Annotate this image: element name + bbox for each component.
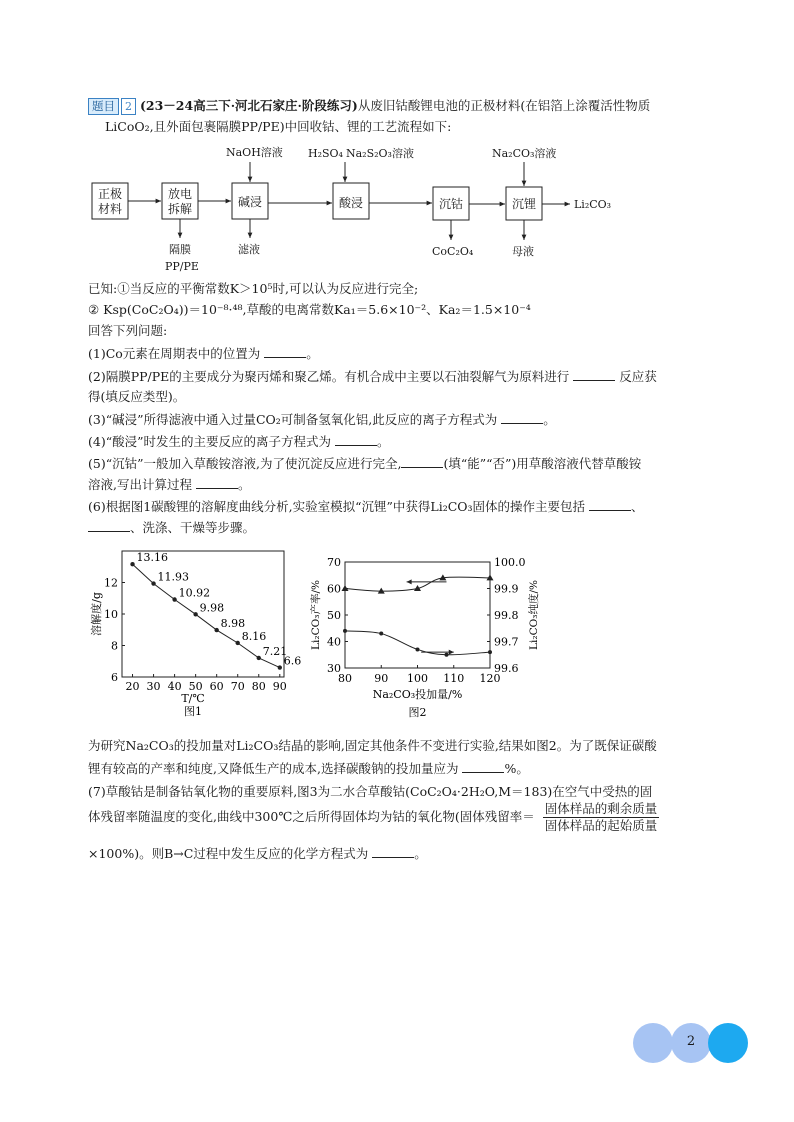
plot-frame: [345, 562, 490, 668]
known-2: ② Ksp(CoC₂O₄))＝10⁻⁸·⁴⁸,草酸的电离常数Ka₁＝5.6×10⁻²、Ka₂＝1.5×10⁻⁴: [88, 302, 531, 317]
q1-blank[interactable]: [264, 346, 306, 358]
y-left-tick-label: 70: [327, 556, 341, 569]
reagent-h2so4: H₂SO₄: [308, 147, 343, 160]
purity-point: [445, 653, 449, 657]
data-label: 8.16: [241, 629, 267, 643]
output-diaphragm: 隔膜: [169, 243, 191, 256]
data-label: 11.93: [157, 570, 190, 584]
data-label: 9.98: [199, 601, 225, 615]
q6-text: (6)根据图1碳酸锂的溶解度曲线分析,实验室模拟“沉锂”中获得Li₂CO₃固体的操作主要包括: [88, 499, 586, 514]
box-dismantle-label-1: 放电: [167, 187, 193, 201]
x-tick-label: 80: [251, 680, 266, 693]
data-point: [214, 628, 218, 632]
q6-blank-1[interactable]: [589, 499, 631, 511]
q3-text: (3)“碱浸”所得滤液中通入过量CO₂可制备氢氧化铝,此反应的离子方程式为: [88, 412, 498, 427]
q2-text: (2)隔膜PP/PE的主要成分为聚丙烯和聚乙烯。有机合成中主要以石油裂解气为原料进行: [88, 369, 570, 384]
data-label: 10.92: [178, 586, 211, 600]
y-right-tick-label: 99.8: [494, 609, 519, 622]
y-left-tick-label: 40: [327, 635, 341, 649]
data-label: 6.6: [283, 654, 302, 668]
question-7-end: [88, 845, 427, 863]
y-axis-label: 溶解度/g: [90, 592, 103, 636]
x-tick-label: 100: [407, 672, 428, 685]
q7-text-b: 体残留率随温度的变化,曲线中300℃之后所得固体均为钴的氧化物(固体残留率＝: [88, 809, 535, 824]
after2-text: 锂有较高的产率和纯度,又降低生产的成本,选择碳酸钠的投加量应为: [88, 761, 459, 776]
box-li-label: 沉锂: [511, 197, 537, 211]
y-tick-label: 8: [111, 639, 118, 653]
question-2-cont: 得(填反应类型)。: [88, 389, 186, 404]
x-tick-label: 20: [125, 680, 140, 693]
q2-text-b: 反应获: [619, 369, 657, 384]
x-axis-label: Na₂CO₃投加量/%: [372, 688, 463, 701]
box-raw-label-2: 材料: [97, 202, 123, 216]
purity-point: [416, 647, 420, 651]
data-point: [278, 665, 282, 669]
known-1: 已知:①当反应的平衡常数K＞10⁵时,可以认为反应进行完全;: [88, 281, 419, 296]
y-left-tick-label: 60: [327, 582, 341, 596]
q5-blank-2[interactable]: [196, 477, 238, 489]
question-4: [88, 433, 390, 451]
answer-prompt: 回答下列问题:: [88, 323, 168, 338]
data-point: [151, 581, 155, 585]
y-tick-label: 6: [111, 671, 118, 684]
x-axis-label: T/℃: [181, 692, 205, 705]
process-flowchart: [80, 140, 640, 275]
q7-text-c: ×100%)。则B→C过程中发生反应的化学方程式为: [88, 846, 369, 861]
purity-point: [488, 650, 492, 654]
data-point: [236, 641, 240, 645]
q3-blank[interactable]: [501, 412, 543, 424]
x-tick-label: 40: [167, 680, 182, 693]
box-co-label: 沉钴: [438, 197, 464, 211]
question-number: 2: [121, 98, 136, 115]
yield-arrowhead: [407, 579, 412, 584]
figure2-paragraph-1: 为研究Na₂CO₃的投加量对Li₂CO₃结晶的影响,固定其他条件不变进行实验,结果如图2。为了既保证碳酸: [88, 738, 657, 753]
x-tick-label: 90: [272, 680, 287, 693]
question-5: [88, 455, 641, 473]
reagent-na2co3: Na₂CO₃溶液: [492, 147, 557, 160]
question-intro-2: LiCoO₂,且外面包裹隔膜PP/PE)中回收钴、锂的工艺流程如下:: [105, 119, 452, 134]
q5-text-b: (填“能”“否”)用草酸溶液代替草酸铵: [443, 456, 642, 471]
x-tick-label: 120: [479, 672, 501, 685]
figure2-paragraph-2: [88, 760, 529, 778]
residue-rate-fraction: [543, 801, 660, 834]
x-tick-label: 110: [443, 672, 465, 685]
x-tick-label: 50: [188, 680, 203, 693]
data-point: [172, 597, 176, 601]
data-point: [193, 612, 197, 616]
q7-blank[interactable]: [372, 846, 414, 858]
figure-1-solubility-chart: [88, 545, 302, 725]
data-label: 8.98: [220, 617, 246, 631]
q6-text-c: 、洗涤、干燥等步骤。: [130, 520, 256, 535]
fraction-denominator: 固体样品的起始质量: [544, 818, 658, 833]
q5-blank-1[interactable]: [401, 456, 443, 468]
q5-text-c: 溶液,写出计算过程: [88, 477, 192, 492]
dosage-blank[interactable]: [462, 761, 504, 773]
figure-1-caption: 图1: [184, 705, 202, 718]
box-acid-label: 酸浸: [338, 196, 364, 210]
y-tick-label: 12: [104, 576, 118, 590]
q3-end: 。: [543, 412, 556, 427]
question-3: [88, 411, 556, 429]
x-tick-label: 30: [146, 680, 161, 693]
y-right-tick-label: 99.6: [494, 662, 519, 675]
y-right-axis-label: Li₂CO₃纯度/%: [528, 580, 540, 650]
data-point: [130, 562, 134, 566]
x-tick-label: 90: [374, 672, 389, 685]
question-6-cont: [88, 519, 255, 537]
q1-text: (1)Co元素在周期表中的位置为: [88, 346, 261, 361]
x-tick-label: 80: [338, 672, 352, 685]
question-6: [88, 498, 644, 516]
question-2: [88, 368, 657, 386]
q4-end: 。: [376, 434, 390, 449]
solubility-line: [133, 564, 280, 667]
question-intro-1: 从废旧钴酸锂电池的正极材料(在铝箔上涂覆活性物质: [357, 98, 651, 113]
fraction-numerator: 固体样品的剩余质量: [544, 801, 658, 816]
figure-2-dosage-chart: [305, 550, 545, 730]
box-dismantle-label-2: 拆解: [167, 202, 193, 216]
footer-circle-left: [633, 1023, 673, 1063]
question-header: [88, 97, 650, 115]
y-right-tick-label: 100.0: [494, 556, 526, 569]
y-right-tick-label: 99.9: [494, 582, 519, 596]
output-mother-liquor: 母液: [512, 245, 534, 258]
y-right-tick-label: 99.7: [494, 635, 519, 649]
q6-blank-2[interactable]: [88, 520, 130, 532]
purity-point: [379, 632, 383, 636]
page-number: 2: [686, 1034, 696, 1049]
after2-end: %。: [504, 761, 529, 776]
data-label: 7.21: [262, 644, 288, 658]
q1-end: 。: [306, 346, 319, 361]
x-tick-label: 70: [230, 680, 245, 693]
question-7-cont: [88, 801, 663, 834]
y-left-tick-label: 30: [327, 662, 341, 675]
output-filtrate: 滤液: [238, 243, 260, 256]
footer-circle-right: [708, 1023, 748, 1063]
question-5-cont: [88, 476, 250, 494]
output-ppe: PP/PE: [165, 260, 199, 273]
q4-blank[interactable]: [335, 434, 377, 446]
data-point: [257, 656, 261, 660]
q5-text: (5)“沉钴”一般加入草酸铵溶液,为了使沉淀反应进行完全,: [88, 456, 402, 471]
box-raw-label-1: 正极: [97, 187, 123, 201]
q2-blank[interactable]: [573, 369, 615, 381]
purity-point: [343, 629, 347, 633]
box-alkali-label: 碱浸: [237, 195, 263, 209]
product-li2co3: Li₂CO₃: [574, 198, 612, 211]
output-coc2o4: CoC₂O₄: [432, 245, 474, 258]
data-label: 13.16: [136, 551, 169, 565]
q4-text: (4)“酸浸”时发生的主要反应的离子方程式为: [88, 434, 331, 449]
q5-end: 。: [237, 477, 251, 492]
x-tick-label: 60: [209, 680, 224, 693]
question-7: (7)草酸钴是制备钴氧化物的重要原料,图3为二水合草酸钴(CoC₂O₄·2H₂O,M＝183)在空气中受热的固: [88, 784, 653, 799]
y-tick-label: 10: [104, 608, 118, 621]
q7-end: 。: [414, 846, 427, 861]
reagent-na2s2o3: Na₂S₂O₃溶液: [346, 147, 414, 160]
y-left-axis-label: Li₂CO₃产率/%: [310, 580, 322, 650]
question-tag: 题目: [88, 98, 119, 115]
question-1: [88, 345, 319, 363]
q6-sep: 、: [631, 499, 644, 514]
figure-2-caption: 图2: [408, 706, 427, 719]
purity-arrowhead: [449, 650, 454, 655]
question-source: (23－24高三下·河北石家庄·阶段练习): [140, 98, 358, 113]
reagent-naoh: NaOH溶液: [226, 146, 283, 159]
y-left-tick-label: 50: [327, 609, 341, 622]
